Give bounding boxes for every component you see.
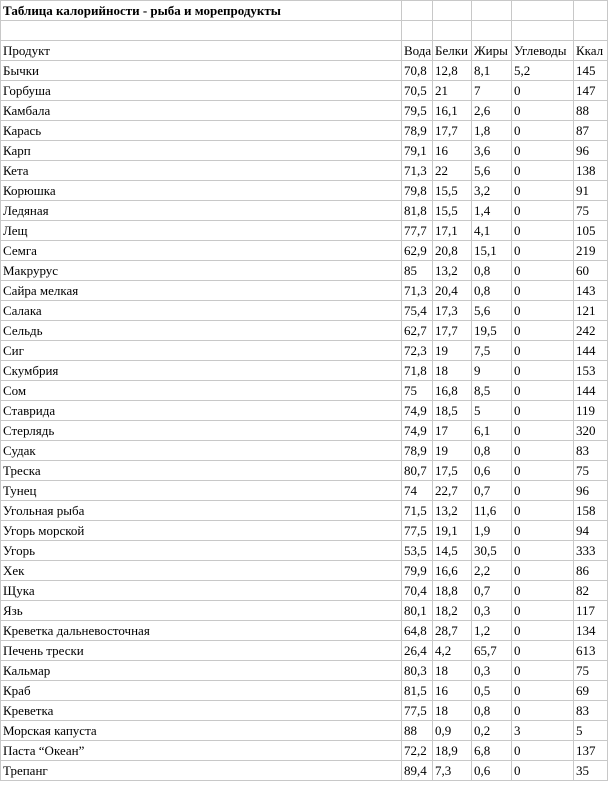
cell-fat: 0,7 xyxy=(472,481,512,501)
cell-kcal: 143 xyxy=(574,281,608,301)
table-row xyxy=(1,701,608,721)
cell-carbs: 0 xyxy=(512,221,574,241)
cell-protein: 16,8 xyxy=(433,381,472,401)
cell-protein: 7,3 xyxy=(433,761,472,781)
cell-fat: 0,7 xyxy=(472,581,512,601)
cell-fat: 7 xyxy=(472,81,512,101)
cell-kcal: 144 xyxy=(574,381,608,401)
cell-product: Карп xyxy=(1,141,402,161)
cell-carbs: 0 xyxy=(512,561,574,581)
cell-fat: 7,5 xyxy=(472,341,512,361)
cell-product: Треска xyxy=(1,461,402,481)
cell-kcal: 86 xyxy=(574,561,608,581)
cell-product: Карась xyxy=(1,121,402,141)
cell-protein: 17 xyxy=(433,421,472,441)
cell-carbs: 0 xyxy=(512,141,574,161)
cell-protein: 15,5 xyxy=(433,181,472,201)
cell-water: 79,1 xyxy=(402,141,433,161)
cell-kcal: 153 xyxy=(574,361,608,381)
cell-protein: 16,1 xyxy=(433,101,472,121)
cell-fat: 0,8 xyxy=(472,701,512,721)
cell-product: Ледяная xyxy=(1,201,402,221)
cell-product: Салака xyxy=(1,301,402,321)
cell-carbs: 0 xyxy=(512,101,574,121)
cell-water: 77,5 xyxy=(402,701,433,721)
cell-carbs: 0 xyxy=(512,461,574,481)
cell-kcal: 121 xyxy=(574,301,608,321)
cell-fat: 8,1 xyxy=(472,61,512,81)
table-row xyxy=(1,161,608,181)
cell-water: 70,8 xyxy=(402,61,433,81)
cell-fat: 3,6 xyxy=(472,141,512,161)
cell-water: 74,9 xyxy=(402,401,433,421)
cell-product: Макрурус xyxy=(1,261,402,281)
empty-cell xyxy=(1,21,402,41)
cell-product: Печень трески xyxy=(1,641,402,661)
table-row xyxy=(1,501,608,521)
table-title: Таблица калорийности - рыба и морепродукты xyxy=(1,1,402,21)
empty-cell xyxy=(512,21,574,41)
header-water: Вода xyxy=(402,41,433,61)
table-row xyxy=(1,181,608,201)
table-row xyxy=(1,61,608,81)
cell-kcal: 82 xyxy=(574,581,608,601)
cell-water: 74 xyxy=(402,481,433,501)
cell-fat: 5,6 xyxy=(472,161,512,181)
table-row xyxy=(1,401,608,421)
header-fat: Жиры xyxy=(472,41,512,61)
cell-kcal: 83 xyxy=(574,701,608,721)
table-row xyxy=(1,761,608,781)
cell-product: Камбала xyxy=(1,101,402,121)
cell-fat: 0,2 xyxy=(472,721,512,741)
cell-carbs: 0 xyxy=(512,481,574,501)
cell-kcal: 83 xyxy=(574,441,608,461)
empty-cell xyxy=(512,1,574,21)
cell-product: Краб xyxy=(1,681,402,701)
cell-product: Сиг xyxy=(1,341,402,361)
cell-product: Корюшка xyxy=(1,181,402,201)
cell-carbs: 0 xyxy=(512,761,574,781)
cell-carbs: 0 xyxy=(512,381,574,401)
cell-carbs: 0 xyxy=(512,421,574,441)
cell-water: 71,3 xyxy=(402,161,433,181)
cell-product: Горбуша xyxy=(1,81,402,101)
cell-carbs: 0 xyxy=(512,701,574,721)
cell-water: 77,7 xyxy=(402,221,433,241)
cell-protein: 16 xyxy=(433,141,472,161)
cell-water: 71,5 xyxy=(402,501,433,521)
table-row xyxy=(1,581,608,601)
cell-kcal: 242 xyxy=(574,321,608,341)
cell-carbs: 0 xyxy=(512,161,574,181)
cell-carbs: 0 xyxy=(512,401,574,421)
cell-kcal: 119 xyxy=(574,401,608,421)
cell-fat: 1,4 xyxy=(472,201,512,221)
cell-water: 78,9 xyxy=(402,441,433,461)
cell-kcal: 87 xyxy=(574,121,608,141)
cell-product: Щука xyxy=(1,581,402,601)
table-row xyxy=(1,281,608,301)
cell-carbs: 0 xyxy=(512,581,574,601)
cell-carbs: 0 xyxy=(512,121,574,141)
cell-kcal: 144 xyxy=(574,341,608,361)
cell-fat: 8,5 xyxy=(472,381,512,401)
cell-product: Морская капуста xyxy=(1,721,402,741)
cell-kcal: 69 xyxy=(574,681,608,701)
cell-carbs: 0 xyxy=(512,661,574,681)
table-row xyxy=(1,441,608,461)
cell-kcal: 75 xyxy=(574,461,608,481)
cell-kcal: 88 xyxy=(574,101,608,121)
cell-fat: 19,5 xyxy=(472,321,512,341)
cell-carbs: 0 xyxy=(512,501,574,521)
header-product: Продукт xyxy=(1,41,402,61)
cell-product: Трепанг xyxy=(1,761,402,781)
cell-product: Креветка xyxy=(1,701,402,721)
cell-fat: 1,8 xyxy=(472,121,512,141)
cell-kcal: 91 xyxy=(574,181,608,201)
table-body xyxy=(1,1,608,781)
cell-protein: 18 xyxy=(433,361,472,381)
empty-cell xyxy=(472,21,512,41)
table-row xyxy=(1,721,608,741)
cell-water: 89,4 xyxy=(402,761,433,781)
cell-product: Угорь xyxy=(1,541,402,561)
cell-carbs: 0 xyxy=(512,641,574,661)
cell-fat: 0,8 xyxy=(472,281,512,301)
cell-carbs: 0 xyxy=(512,201,574,221)
cell-kcal: 333 xyxy=(574,541,608,561)
cell-carbs: 0 xyxy=(512,361,574,381)
cell-product: Сельдь xyxy=(1,321,402,341)
table-row xyxy=(1,321,608,341)
table-row xyxy=(1,101,608,121)
table-row xyxy=(1,381,608,401)
cell-carbs: 0 xyxy=(512,521,574,541)
cell-protein: 21 xyxy=(433,81,472,101)
cell-protein: 17,7 xyxy=(433,121,472,141)
table-row xyxy=(1,261,608,281)
cell-protein: 14,5 xyxy=(433,541,472,561)
cell-product: Семга xyxy=(1,241,402,261)
cell-kcal: 147 xyxy=(574,81,608,101)
cell-fat: 65,7 xyxy=(472,641,512,661)
cell-carbs: 0 xyxy=(512,341,574,361)
cell-carbs: 0 xyxy=(512,601,574,621)
table-row xyxy=(1,621,608,641)
cell-carbs: 0 xyxy=(512,441,574,461)
cell-kcal: 137 xyxy=(574,741,608,761)
cell-protein: 19 xyxy=(433,441,472,461)
cell-protein: 16,6 xyxy=(433,561,472,581)
cell-water: 77,5 xyxy=(402,521,433,541)
table-row xyxy=(1,661,608,681)
cell-fat: 0,3 xyxy=(472,601,512,621)
cell-fat: 1,2 xyxy=(472,621,512,641)
cell-product: Сайра мелкая xyxy=(1,281,402,301)
cell-protein: 12,8 xyxy=(433,61,472,81)
cell-protein: 20,4 xyxy=(433,281,472,301)
empty-cell xyxy=(472,1,512,21)
cell-fat: 5 xyxy=(472,401,512,421)
table-row xyxy=(1,361,608,381)
cell-water: 85 xyxy=(402,261,433,281)
cell-protein: 17,7 xyxy=(433,321,472,341)
cell-protein: 16 xyxy=(433,681,472,701)
table-row xyxy=(1,221,608,241)
cell-protein: 13,2 xyxy=(433,261,472,281)
cell-carbs: 0 xyxy=(512,241,574,261)
blank-row xyxy=(1,21,608,41)
cell-water: 80,7 xyxy=(402,461,433,481)
cell-fat: 1,9 xyxy=(472,521,512,541)
cell-product: Угольная рыба xyxy=(1,501,402,521)
cell-kcal: 320 xyxy=(574,421,608,441)
cell-product: Паста “Океан” xyxy=(1,741,402,761)
cell-protein: 22,7 xyxy=(433,481,472,501)
empty-cell xyxy=(574,1,608,21)
cell-kcal: 75 xyxy=(574,201,608,221)
cell-water: 72,2 xyxy=(402,741,433,761)
table-row xyxy=(1,81,608,101)
cell-water: 70,5 xyxy=(402,81,433,101)
cell-water: 81,8 xyxy=(402,201,433,221)
table-row xyxy=(1,541,608,561)
cell-protein: 18 xyxy=(433,701,472,721)
cell-fat: 30,5 xyxy=(472,541,512,561)
cell-kcal: 613 xyxy=(574,641,608,661)
cell-carbs: 0 xyxy=(512,281,574,301)
cell-product: Кальмар xyxy=(1,661,402,681)
header-carbs: Углеводы xyxy=(512,41,574,61)
cell-protein: 18,8 xyxy=(433,581,472,601)
cell-product: Скумбрия xyxy=(1,361,402,381)
cell-carbs: 0 xyxy=(512,181,574,201)
cell-carbs: 3 xyxy=(512,721,574,741)
cell-water: 62,7 xyxy=(402,321,433,341)
cell-water: 75,4 xyxy=(402,301,433,321)
cell-water: 64,8 xyxy=(402,621,433,641)
cell-protein: 17,1 xyxy=(433,221,472,241)
cell-protein: 22 xyxy=(433,161,472,181)
cell-kcal: 105 xyxy=(574,221,608,241)
cell-water: 53,5 xyxy=(402,541,433,561)
cell-water: 70,4 xyxy=(402,581,433,601)
table-row xyxy=(1,601,608,621)
cell-product: Лещ xyxy=(1,221,402,241)
table-row xyxy=(1,141,608,161)
table-row xyxy=(1,641,608,661)
cell-water: 80,1 xyxy=(402,601,433,621)
table-row xyxy=(1,561,608,581)
cell-kcal: 75 xyxy=(574,661,608,681)
cell-product: Хек xyxy=(1,561,402,581)
cell-water: 79,9 xyxy=(402,561,433,581)
cell-kcal: 138 xyxy=(574,161,608,181)
cell-kcal: 35 xyxy=(574,761,608,781)
cell-water: 75 xyxy=(402,381,433,401)
cell-product: Кета xyxy=(1,161,402,181)
cell-protein: 18 xyxy=(433,661,472,681)
cell-product: Ставрида xyxy=(1,401,402,421)
cell-carbs: 0 xyxy=(512,681,574,701)
title-row xyxy=(1,1,608,21)
table-row xyxy=(1,301,608,321)
cell-protein: 17,5 xyxy=(433,461,472,481)
cell-protein: 19 xyxy=(433,341,472,361)
cell-water: 71,8 xyxy=(402,361,433,381)
cell-water: 79,5 xyxy=(402,101,433,121)
cell-fat: 2,2 xyxy=(472,561,512,581)
cell-fat: 0,3 xyxy=(472,661,512,681)
cell-product: Бычки xyxy=(1,61,402,81)
cell-carbs: 0 xyxy=(512,621,574,641)
cell-protein: 20,8 xyxy=(433,241,472,261)
cell-product: Угорь морской xyxy=(1,521,402,541)
table-row xyxy=(1,681,608,701)
cell-product: Тунец xyxy=(1,481,402,501)
cell-product: Язь xyxy=(1,601,402,621)
table-row xyxy=(1,241,608,261)
table-row xyxy=(1,121,608,141)
cell-protein: 0,9 xyxy=(433,721,472,741)
cell-fat: 0,8 xyxy=(472,441,512,461)
empty-cell xyxy=(402,21,433,41)
cell-kcal: 145 xyxy=(574,61,608,81)
cell-fat: 15,1 xyxy=(472,241,512,261)
cell-protein: 18,9 xyxy=(433,741,472,761)
cell-fat: 11,6 xyxy=(472,501,512,521)
cell-protein: 4,2 xyxy=(433,641,472,661)
empty-cell xyxy=(433,21,472,41)
table-row xyxy=(1,421,608,441)
cell-water: 78,9 xyxy=(402,121,433,141)
cell-product: Стерлядь xyxy=(1,421,402,441)
cell-kcal: 96 xyxy=(574,481,608,501)
cell-water: 72,3 xyxy=(402,341,433,361)
table-row xyxy=(1,201,608,221)
cell-carbs: 0 xyxy=(512,261,574,281)
cell-fat: 2,6 xyxy=(472,101,512,121)
cell-carbs: 0 xyxy=(512,541,574,561)
cell-fat: 0,6 xyxy=(472,461,512,481)
cell-fat: 6,8 xyxy=(472,741,512,761)
cell-product: Судак xyxy=(1,441,402,461)
table-row xyxy=(1,341,608,361)
table-row xyxy=(1,521,608,541)
cell-kcal: 94 xyxy=(574,521,608,541)
cell-protein: 19,1 xyxy=(433,521,472,541)
cell-protein: 18,2 xyxy=(433,601,472,621)
cell-fat: 0,5 xyxy=(472,681,512,701)
table-row xyxy=(1,481,608,501)
cell-product: Сом xyxy=(1,381,402,401)
cell-product: Креветка дальневосточная xyxy=(1,621,402,641)
cell-fat: 5,6 xyxy=(472,301,512,321)
cell-kcal: 96 xyxy=(574,141,608,161)
table-row xyxy=(1,461,608,481)
cell-fat: 0,6 xyxy=(472,761,512,781)
cell-fat: 6,1 xyxy=(472,421,512,441)
cell-carbs: 0 xyxy=(512,301,574,321)
cell-water: 81,5 xyxy=(402,681,433,701)
cell-kcal: 134 xyxy=(574,621,608,641)
header-protein: Белки xyxy=(433,41,472,61)
cell-protein: 17,3 xyxy=(433,301,472,321)
cell-water: 62,9 xyxy=(402,241,433,261)
cell-fat: 9 xyxy=(472,361,512,381)
cell-protein: 18,5 xyxy=(433,401,472,421)
cell-carbs: 0 xyxy=(512,321,574,341)
cell-water: 71,3 xyxy=(402,281,433,301)
empty-cell xyxy=(402,1,433,21)
header-row xyxy=(1,41,608,61)
header-kcal: Ккал xyxy=(574,41,608,61)
cell-protein: 13,2 xyxy=(433,501,472,521)
cell-kcal: 117 xyxy=(574,601,608,621)
cell-water: 79,8 xyxy=(402,181,433,201)
cell-carbs: 5,2 xyxy=(512,61,574,81)
cell-kcal: 219 xyxy=(574,241,608,261)
cell-fat: 3,2 xyxy=(472,181,512,201)
cell-water: 26,4 xyxy=(402,641,433,661)
cell-fat: 0,8 xyxy=(472,261,512,281)
table-row xyxy=(1,741,608,761)
cell-protein: 15,5 xyxy=(433,201,472,221)
empty-cell xyxy=(574,21,608,41)
cell-carbs: 0 xyxy=(512,741,574,761)
cell-carbs: 0 xyxy=(512,81,574,101)
cell-kcal: 158 xyxy=(574,501,608,521)
empty-cell xyxy=(433,1,472,21)
cell-water: 74,9 xyxy=(402,421,433,441)
cell-protein: 28,7 xyxy=(433,621,472,641)
cell-water: 80,3 xyxy=(402,661,433,681)
cell-water: 88 xyxy=(402,721,433,741)
cell-fat: 4,1 xyxy=(472,221,512,241)
cell-kcal: 5 xyxy=(574,721,608,741)
cell-kcal: 60 xyxy=(574,261,608,281)
